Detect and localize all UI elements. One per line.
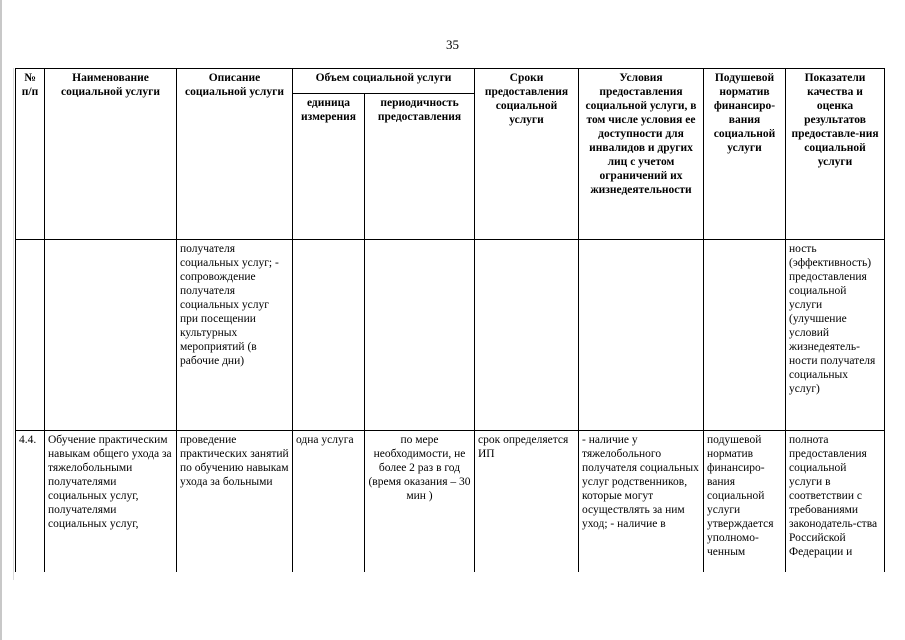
col-header-num: № п/п	[16, 69, 45, 240]
table-row	[16, 240, 885, 431]
scan-edge-line	[0, 0, 2, 640]
cell-terms	[475, 240, 579, 431]
scan-margin-line	[13, 68, 14, 580]
col-header-norm: Подушевой норматив финансиро-вания социальной услуги	[704, 69, 786, 240]
cell-norm	[704, 240, 786, 431]
col-header-frequency: периодичность предоставления	[365, 94, 475, 240]
col-header-description: Описание социальной услуги	[177, 69, 293, 240]
col-header-conditions: Условия предоставления социальной услуги, в том числе условия ее доступности для инвалидов и других лиц с учетом ограничений их жизнедеятельности	[579, 69, 704, 240]
cell-name	[45, 240, 177, 431]
cell-indicators: полнота предоставления социальной услуги в соответствии с требованиями законодатель-ства Российской Федерации и	[786, 431, 885, 573]
cell-frequency	[365, 240, 475, 431]
cell-description: получателя социальных услуг; - сопровождение получателя социальных услуг при посещении культурных мероприятий (в рабочие дни)	[177, 240, 293, 431]
col-header-unit: единица измерения	[293, 94, 365, 240]
col-header-volume: Объем социальной услуги	[293, 69, 475, 94]
cell-unit: одна услуга	[293, 431, 365, 573]
col-header-name: Наименование социальной услуги	[45, 69, 177, 240]
cell-indicators: ность (эффективность) предоставления социальной услуги (улучшение условий жизнедеятель-ности получателя социальных услуг)	[786, 240, 885, 431]
table-row	[16, 431, 885, 573]
cell-conditions	[579, 240, 704, 431]
cell-frequency: по мере необходимости, не более 2 раз в год (время оказания – 30 мин )	[365, 431, 475, 573]
col-header-indicators: Показатели качества и оценка результатов предоставле-ния социальной услуги	[786, 69, 885, 240]
cell-num	[16, 240, 45, 431]
header-row	[16, 69, 885, 94]
page-number: 35	[446, 37, 459, 52]
col-header-terms: Сроки предоставления социальной услуги	[475, 69, 579, 240]
cell-norm: подушевой норматив финансиро-вания социальной услуги утверждается уполномо-ченным	[704, 431, 786, 573]
social-services-table	[15, 68, 885, 572]
cell-name: Обучение практическим навыкам общего ухода за тяжелобольными получателями социальных услуг, получателями социальных услуг,	[45, 431, 177, 573]
cell-terms: срок определяется ИП	[475, 431, 579, 573]
cell-description: проведение практических занятий по обучению навыкам ухода за больными	[177, 431, 293, 573]
cell-num: 4.4.	[16, 431, 45, 573]
cell-conditions: - наличие у тяжелобольного получателя социальных услуг родственников, которые могут осуществлять за ним уход; - наличие в	[579, 431, 704, 573]
cell-unit	[293, 240, 365, 431]
